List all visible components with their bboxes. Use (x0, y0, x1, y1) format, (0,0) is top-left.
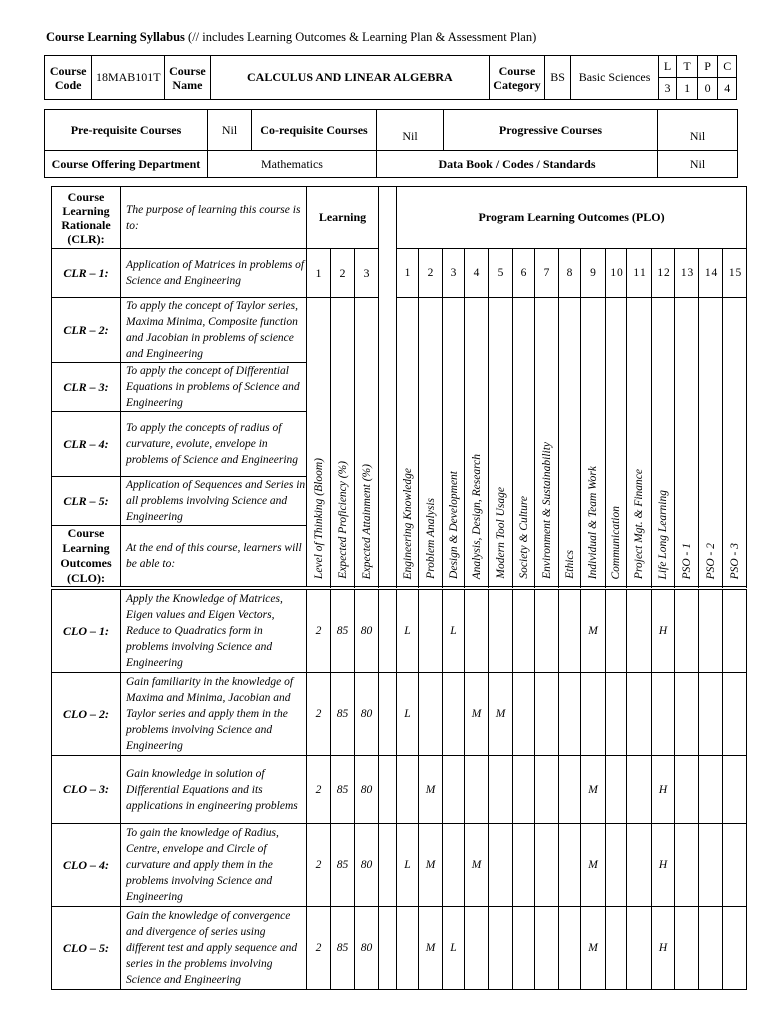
learning-value: 2 (307, 590, 331, 673)
plo-col-header: Ethics (559, 298, 581, 587)
plo-value (675, 756, 699, 824)
plo-value (581, 673, 606, 756)
clo-label: CLO – 3: (52, 756, 121, 824)
plo-value (627, 673, 652, 756)
learning-col-header: Expected Attainment (%) (355, 298, 379, 587)
plo-value (489, 907, 513, 990)
course-code-value: 18MAB101T (92, 56, 165, 100)
plo-value (606, 824, 627, 907)
plo-value (443, 824, 465, 907)
plo-value (465, 756, 489, 824)
course-name-label: Course Name (165, 56, 210, 100)
plo-value (699, 673, 723, 756)
plo-col-header: Design & Development (443, 298, 465, 587)
plo-value (535, 756, 559, 824)
clo-row (52, 756, 747, 824)
clo-text: Apply the Knowledge of Matrices, Eigen values and Eigen Vectors, Reduce to Quadratics form in problems involving Science and Engineering (121, 590, 307, 673)
page-title-rest: (// includes Learning Outcomes & Learning Plan & Assessment Plan) (184, 30, 537, 44)
plo-col-header: Modern Tool Usage (489, 298, 513, 587)
clr-label: CLR – 4: (52, 412, 121, 477)
progressive-label: Progressive Courses (444, 110, 658, 151)
page-title-bold: Course Learning Syllabus (46, 30, 185, 44)
clr-text: Application of Sequences and Series in all problems involving Science and Engineering (121, 477, 307, 526)
dept-value: Mathematics (208, 151, 377, 178)
plo-number: 6 (513, 249, 535, 298)
plo-number: 2 (419, 249, 443, 298)
learning-value: 80 (355, 907, 379, 990)
plo-value: M (419, 907, 443, 990)
plo-value (513, 673, 535, 756)
ltpc-value-l: 3 (658, 78, 677, 100)
learning-value: 2 (307, 907, 331, 990)
plo-number: 1 (397, 249, 419, 298)
plo-value (465, 907, 489, 990)
clo-label: CLO – 4: (52, 824, 121, 907)
clr-text: To apply the concepts of radius of curvature, evolute, envelope in problems of Science and Engineering (121, 412, 307, 477)
learning-number: 2 (331, 249, 355, 298)
plo-value (627, 907, 652, 990)
clo-label: CLO – 2: (52, 673, 121, 756)
ltpc-header-p: P (697, 56, 718, 78)
plo-value (699, 907, 723, 990)
learning-col-header: Level of Thinking (Bloom) (307, 298, 331, 587)
plo-col-header: Environment & Sustainability (535, 298, 559, 587)
plo-value (465, 590, 489, 673)
plo-value: L (397, 824, 419, 907)
plo-value (606, 756, 627, 824)
plo-col-header: Life Long Learning (652, 298, 675, 587)
learning-value: 2 (307, 824, 331, 907)
spacer-cell (379, 824, 397, 907)
course-code-label: Course Code (45, 56, 92, 100)
clo-row (52, 673, 747, 756)
plo-col-header: Individual & Team Work (581, 298, 606, 587)
spacer-cell (379, 756, 397, 824)
course-category-code: BS (544, 56, 571, 100)
plo-value (397, 756, 419, 824)
learning-value: 85 (331, 756, 355, 824)
plo-value (606, 673, 627, 756)
clr-label: CLR – 5: (52, 477, 121, 526)
course-info-table (44, 55, 737, 100)
coreq-value: Nil (377, 110, 444, 151)
clo-text: To gain the knowledge of Radius, Centre, envelope and Circle of curvature and apply them in the problems involving Science and Engineering (121, 824, 307, 907)
plo-number: 1 5 (723, 249, 747, 298)
plo-number: 1 0 (606, 249, 627, 298)
learning-value: 80 (355, 590, 379, 673)
clo-row (52, 824, 747, 907)
page-title (46, 30, 536, 45)
plo-value (535, 824, 559, 907)
plo-number: 3 (443, 249, 465, 298)
ltpc-value-p: 0 (697, 78, 718, 100)
plo-value: M (581, 824, 606, 907)
ltpc-value-c: 4 (718, 78, 737, 100)
learning-value: 85 (331, 907, 355, 990)
plo-value (675, 824, 699, 907)
clr-header: Course Learning Rationale (CLR): (52, 187, 121, 249)
plo-value (723, 824, 747, 907)
plo-col-header: PSO - 1 (675, 298, 699, 587)
plo-value (723, 673, 747, 756)
plo-value (559, 824, 581, 907)
plo-value (699, 824, 723, 907)
plo-value: H (652, 590, 675, 673)
clr-label: CLR – 1: (52, 249, 121, 298)
clr-purpose: The purpose of learning this course is to: (121, 187, 307, 249)
course-category-label: Course Category (490, 56, 544, 100)
plo-value (513, 590, 535, 673)
plo-header: Program Learning Outcomes (PLO) (397, 187, 747, 249)
learning-number: 3 (355, 249, 379, 298)
spacer-cell (379, 673, 397, 756)
clr-label: CLR – 3: (52, 363, 121, 412)
plo-number: 4 (465, 249, 489, 298)
clo-label: CLO – 5: (52, 907, 121, 990)
plo-value: M (581, 907, 606, 990)
plo-value: L (443, 907, 465, 990)
clo-text: Gain familiarity in the knowledge of Maxima and Minima, Jacobian and Taylor series and apply them in the problems involving Science and Engineering (121, 673, 307, 756)
clo-intro: At the end of this course, learners will be able to: (121, 526, 307, 587)
clo-label: CLO – 1: (52, 590, 121, 673)
plo-value (559, 590, 581, 673)
learning-value: 80 (355, 673, 379, 756)
learning-col-header: Expected Proficiency (%) (331, 298, 355, 587)
learning-header: Learning (307, 187, 379, 249)
ltpc-header-t: T (677, 56, 698, 78)
plo-value (606, 907, 627, 990)
learning-value: 2 (307, 673, 331, 756)
plo-value (443, 756, 465, 824)
spacer-cell (379, 590, 397, 673)
plo-value (627, 590, 652, 673)
course-name-value: CALCULUS AND LINEAR ALGEBRA (210, 56, 490, 100)
dept-label: Course Offering Department (45, 151, 208, 178)
plo-value: H (652, 824, 675, 907)
plo-value: M (419, 824, 443, 907)
learning-value: 85 (331, 673, 355, 756)
plo-col-header: Society & Culture (513, 298, 535, 587)
clo-text: Gain the knowledge of convergence and divergence of series using different test and apply sequence and series in the problems involving Science and Engineering (121, 907, 307, 990)
plo-value (699, 756, 723, 824)
clo-row (52, 590, 747, 673)
clr-text: Application of Matrices in problems of Science and Engineering (121, 249, 307, 298)
plo-value (535, 590, 559, 673)
plo-col-header: Project Mgt. & Finance (627, 298, 652, 587)
learning-value: 2 (307, 756, 331, 824)
plo-value (513, 756, 535, 824)
plo-value (397, 907, 419, 990)
plo-value (443, 673, 465, 756)
databook-value: Nil (658, 151, 738, 178)
plo-value (627, 824, 652, 907)
plo-col-header: PSO - 2 (699, 298, 723, 587)
plo-value (675, 590, 699, 673)
plo-col-header: Communication (606, 298, 627, 587)
plo-value: H (652, 907, 675, 990)
prereq-label: Pre-requisite Courses (45, 110, 208, 151)
plo-value (559, 673, 581, 756)
plo-value: L (397, 673, 419, 756)
spacer-cell (379, 907, 397, 990)
ltpc-header-l: L (658, 56, 677, 78)
plo-value: L (443, 590, 465, 673)
ltpc-header-c: C (718, 56, 737, 78)
plo-value: M (419, 756, 443, 824)
plo-value (559, 756, 581, 824)
plo-value: M (465, 673, 489, 756)
plo-value (699, 590, 723, 673)
plo-value: H (652, 756, 675, 824)
plo-value (675, 907, 699, 990)
clo-rows-table (51, 589, 747, 990)
spacer-column (379, 187, 397, 587)
plo-value (513, 907, 535, 990)
learning-number: 1 (307, 249, 331, 298)
learning-value: 80 (355, 824, 379, 907)
plo-value (675, 673, 699, 756)
plo-number: 7 (535, 249, 559, 298)
plo-value: M (465, 824, 489, 907)
plo-number: 1 2 (652, 249, 675, 298)
plo-col-header: Analysis, Design, Research (465, 298, 489, 587)
plo-number: 8 (559, 249, 581, 298)
plo-value (513, 824, 535, 907)
plo-number: 1 4 (699, 249, 723, 298)
plo-value (723, 756, 747, 824)
plo-number: 9 (581, 249, 606, 298)
progressive-value: Nil (658, 110, 738, 151)
plo-number: 1 3 (675, 249, 699, 298)
plo-value (419, 673, 443, 756)
plo-value (723, 590, 747, 673)
clo-header: Course Learning Outcomes (CLO): (52, 526, 121, 587)
plo-value (535, 673, 559, 756)
plo-value: M (489, 673, 513, 756)
plo-value: M (581, 756, 606, 824)
prerequisite-table (44, 109, 738, 178)
plo-col-header: Engineering Knowledge (397, 298, 419, 587)
plo-value (419, 590, 443, 673)
clr-text: To apply the concept of Taylor series, Maxima Minima, Composite function and Jacobian in problems of science and Engineering (121, 298, 307, 363)
outcomes-matrix-table (51, 186, 747, 587)
plo-col-header: PSO - 3 (723, 298, 747, 587)
plo-col-header: Problem Analysis (419, 298, 443, 587)
learning-value: 85 (331, 590, 355, 673)
clo-row (52, 907, 747, 990)
plo-number: 5 (489, 249, 513, 298)
plo-value (559, 907, 581, 990)
plo-number: 1 1 (627, 249, 652, 298)
plo-value: M (581, 590, 606, 673)
ltpc-value-t: 1 (677, 78, 698, 100)
coreq-label: Co-requisite Courses (252, 110, 377, 151)
plo-value (723, 907, 747, 990)
learning-value: 80 (355, 756, 379, 824)
plo-value (652, 673, 675, 756)
plo-value (606, 590, 627, 673)
plo-value (489, 824, 513, 907)
clr-text: To apply the concept of Differential Equations in problems of Science and Engineering (121, 363, 307, 412)
learning-value: 85 (331, 824, 355, 907)
plo-value (489, 590, 513, 673)
plo-value (535, 907, 559, 990)
plo-value (489, 756, 513, 824)
plo-value (627, 756, 652, 824)
prereq-value: Nil (208, 110, 252, 151)
plo-value: L (397, 590, 419, 673)
clo-text: Gain knowledge in solution of Differential Equations and its applications in engineering problems (121, 756, 307, 824)
course-category-name: Basic Sciences (571, 56, 658, 100)
databook-label: Data Book / Codes / Standards (377, 151, 658, 178)
clr-label: CLR – 2: (52, 298, 121, 363)
